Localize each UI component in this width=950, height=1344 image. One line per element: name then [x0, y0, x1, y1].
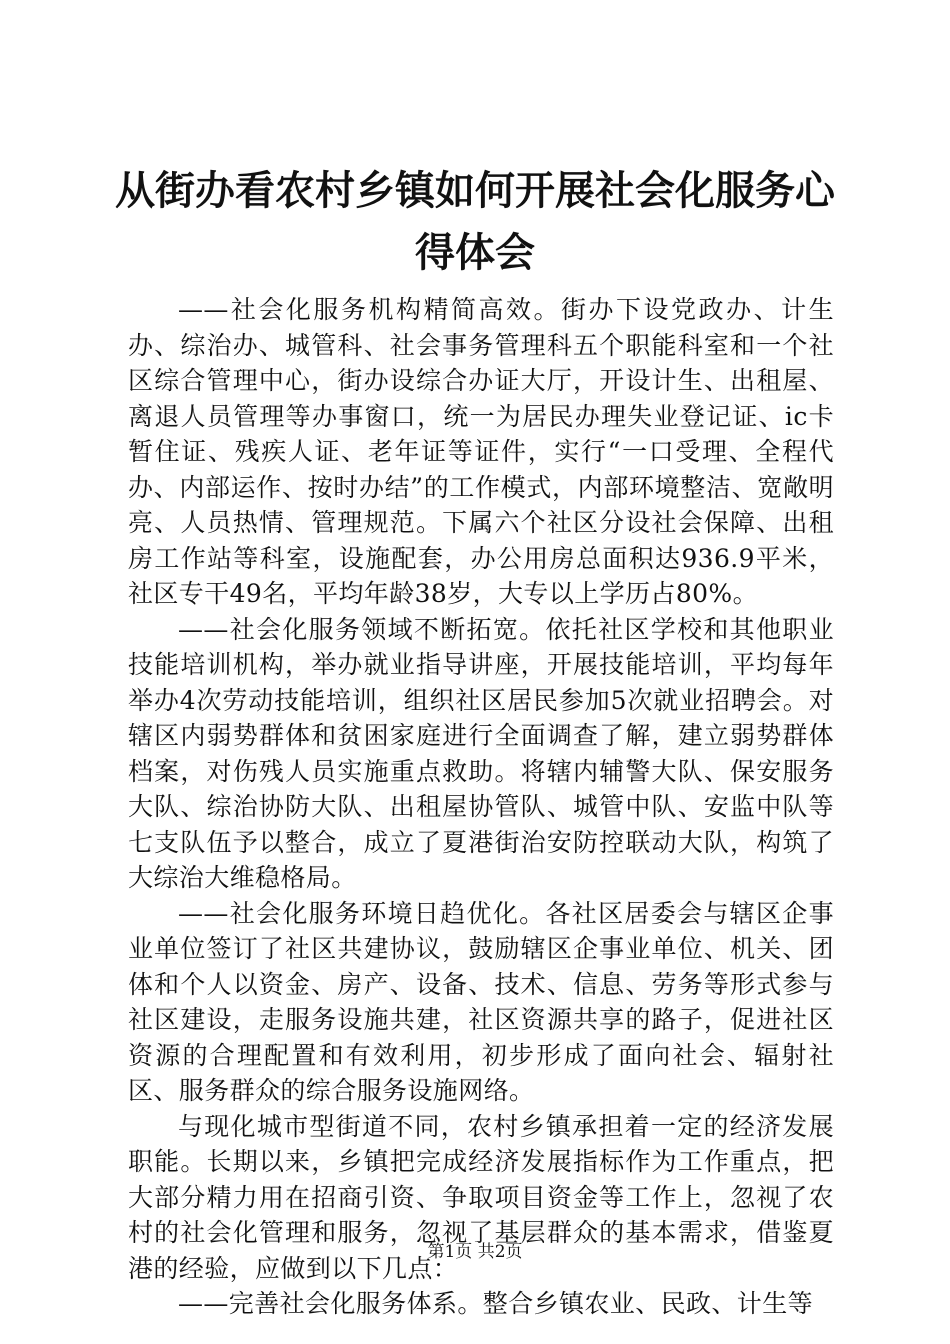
paragraph-2: ——社会化服务领域不断拓宽。依托社区学校和其他职业技能培训机构，举办就业指导讲座，开展技能培训，平均每年举办4次劳动技能培训，组织社区居民参加5次就业招聘会。对辖区内弱势群体和贫困家庭进行全面调查了解，建立弱势群体档案，对伤残人员实施重点救助。将辖内辅警大队、保安服务大队、综治协防大队、出租屋协管队、城管中队、安监中队等七支队伍予以整合，成立了夏港街治安防控联动大队，构筑了大综治大维稳格局。 — [128, 614, 834, 892]
paragraph-1: ——社会化服务机构精简高效。街办下设党政办、计生办、综治办、城管科、社会事务管理科五个职能科室和一个社区综合管理中心，街办设综合办证大厅，开设计生、出租屋、离退人员管理等办事窗口，统一为居民办理失业登记证、ic卡暂住证、残疾人证、老年证等证件，实行“一口受理、全程代办、内部运作、按时办结”的工作模式，内部环境整洁、宽敞明亮、人员热情、管理规范。下属六个社区分设社会保障、出租房工作站等科室，设施配套，办公用房总面积达936.9平米，社区专干49名，平均年龄38岁，大专以上学历占80%。 — [128, 295, 834, 608]
page-footer: 第1页 共2页 — [427, 1242, 523, 1262]
paragraph-4: 与现化城市型街道不同，农村乡镇承担着一定的经济发展职能。长期以来，乡镇把完成经济发展指标作为工作重点，把大部分精力用在招商引资、争取项目资金等工作上，忽视了农村的社会化管理和服务，忽视了基层群众的基本需求，借鉴夏港的经验，应做到以下几点： — [128, 1111, 834, 1283]
paragraph-3: ——社会化服务环境日趋优化。各社区居委会与辖区企事业单位签订了社区共建协议，鼓励辖区企事业单位、机关、团体和个人以资金、房产、设备、技术、信息、劳务等形式参与社区建设，走服务设施共建，社区资源共享的路子，促进社区资源的合理配置和有效利用，初步形成了面向社会、辐射社区、服务群众的综合服务设施网络。 — [128, 898, 834, 1105]
document-title: 从街办看农村乡镇如何开展社会化服务心得体会 — [115, 167, 835, 276]
paragraph-5: ——完善社会化服务体系。整合乡镇农业、民政、计生等 — [178, 1289, 814, 1318]
document-body — [128, 292, 834, 1322]
